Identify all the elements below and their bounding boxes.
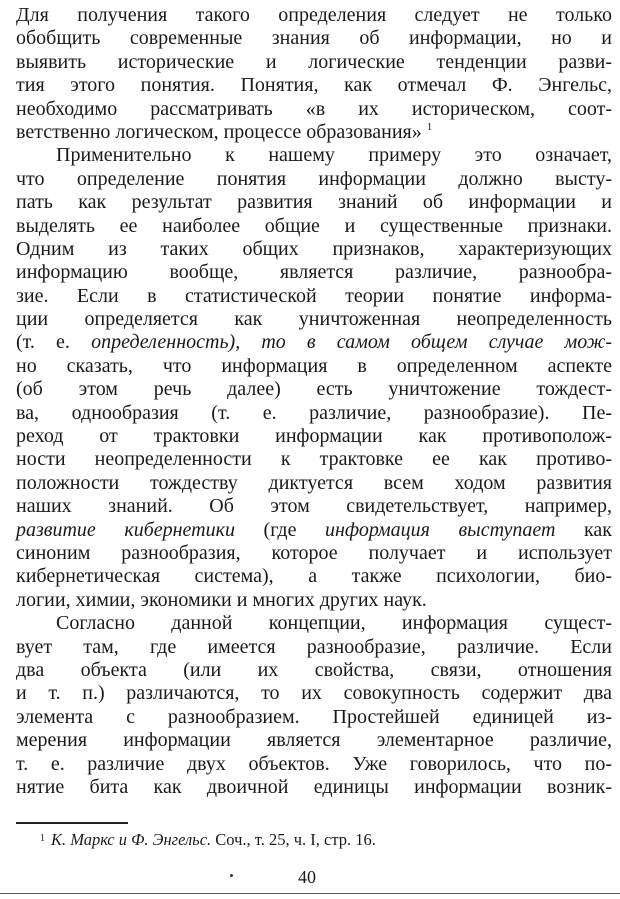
text-line <box>16 355 612 378</box>
text-line <box>16 331 612 354</box>
text-segment: как <box>555 518 613 541</box>
text-line <box>16 659 612 682</box>
text-segment: тия этого понятия. Понятия, как отмечал Ф. Энгельс, <box>16 74 612 97</box>
text-segment: реход от трактовки информации как противополож- <box>16 425 612 448</box>
text-segment: нятие бита как двоичной единицы информации возник- <box>16 775 612 798</box>
text-line <box>16 168 612 191</box>
text-segment: два объекта (или их свойства, связи, отношения <box>16 658 612 681</box>
footnote-reference: 1 <box>426 120 433 133</box>
text-line <box>16 776 612 799</box>
page-edge-line <box>0 893 620 894</box>
text-segment: информация выступает <box>325 518 556 541</box>
text-line <box>16 144 612 167</box>
text-line <box>16 565 612 588</box>
text-line <box>16 27 612 50</box>
text-segment: информацию вообще, является различие, разнообра- <box>16 261 612 284</box>
text-segment: Одним из таких общих признаков, характеризующих <box>16 237 612 260</box>
text-line <box>16 215 612 238</box>
text-segment: (об этом речь далее) есть уничтожение тождест- <box>16 378 612 401</box>
text-line <box>16 98 612 121</box>
text-segment: т. е. различие двух объектов. Уже говорилось, что по- <box>16 752 612 775</box>
text-line <box>16 448 612 471</box>
text-line <box>16 285 612 308</box>
text-segment: ветственно логическом, процессе образования» <box>16 120 427 143</box>
text-line <box>16 191 612 214</box>
text-segment: ции определяется как уничтоженная неопределенность <box>16 308 612 331</box>
text-line <box>16 519 612 542</box>
text-segment: кибернетическая система), а также психологии, био- <box>16 565 612 588</box>
text-line <box>16 402 612 425</box>
text-segment: и т. п.) различаются, то их совокупность содержит два <box>16 682 612 705</box>
text-segment: зие. Если в статистической теории понятие информа- <box>16 284 612 307</box>
text-segment: ва, однообразия (т. е. различие, разнообразие). Пе- <box>16 401 612 424</box>
text-line <box>16 589 612 612</box>
text-line <box>16 378 612 401</box>
text-segment: вует там, где имеется разнообразие, различие. Если <box>16 635 612 658</box>
text-segment: пать как результат развития знаний об информации и <box>16 191 612 214</box>
text-segment: положности тождеству диктуется всем ходом развития <box>16 471 612 494</box>
text-segment: выявить исторические и логические тенденции разви- <box>16 50 612 73</box>
text-segment: ности неопределенности к трактовке ее как противо- <box>16 448 612 471</box>
text-segment: Согласно данной концепции, информация сущест- <box>56 612 612 635</box>
text-segment: Применительно к нашему примеру это означает, <box>56 144 612 167</box>
text-segment: развитие кибернетики <box>16 518 235 541</box>
text-segment: синоним разнообразия, которое получает и использует <box>16 541 612 564</box>
text-segment: мерения информации является элементарное различие, <box>16 729 612 752</box>
text-line <box>16 706 612 729</box>
text-line <box>16 308 612 331</box>
text-line <box>16 612 612 635</box>
text-line <box>16 51 612 74</box>
text-line <box>16 472 612 495</box>
footnote-source: Соч., т. 25, ч. I, стр. 16. <box>211 830 376 849</box>
text-segment: (т. е. <box>16 331 92 354</box>
scan-speck <box>230 874 233 877</box>
text-line <box>16 729 612 752</box>
text-line <box>16 542 612 565</box>
text-line <box>16 121 612 144</box>
text-line <box>16 682 612 705</box>
text-segment: логии, химии, экономики и многих других наук. <box>16 588 427 611</box>
text-line <box>16 753 612 776</box>
text-segment: выделять ее наиболее общие и существенные признаки. <box>16 214 612 237</box>
text-segment: необходимо рассматривать «в их историческом, соот- <box>16 97 612 120</box>
text-segment: что определение понятия информации должно высту- <box>16 167 612 190</box>
text-segment: Для получения такого определения следует не только <box>16 4 612 26</box>
text-line <box>16 74 612 97</box>
footnote-authors: К. Маркс и Ф. Энгельс. <box>51 830 212 849</box>
text-segment: наших знаний. Об этом свидетельствует, например, <box>16 495 612 518</box>
text-line <box>16 495 612 518</box>
page-number: 40 <box>298 867 316 887</box>
text-line <box>16 4 612 27</box>
text-line <box>16 425 612 448</box>
footnote <box>40 830 376 850</box>
text-segment: но сказать, что информация в определенном аспекте <box>16 354 612 377</box>
text-line <box>16 636 612 659</box>
text-segment: элемента с разнообразием. Простейшей единицей из- <box>16 705 612 728</box>
text-segment: (где <box>234 518 325 541</box>
footnote-divider <box>16 822 128 824</box>
text-segment: обобщить современные знания об информации, но и <box>16 27 612 50</box>
body-text <box>16 4 612 799</box>
text-line <box>16 238 612 261</box>
footnote-marker: 1 <box>40 833 45 844</box>
text-segment: определенность), то в самом общем случае мож- <box>91 331 612 354</box>
text-line <box>16 261 612 284</box>
